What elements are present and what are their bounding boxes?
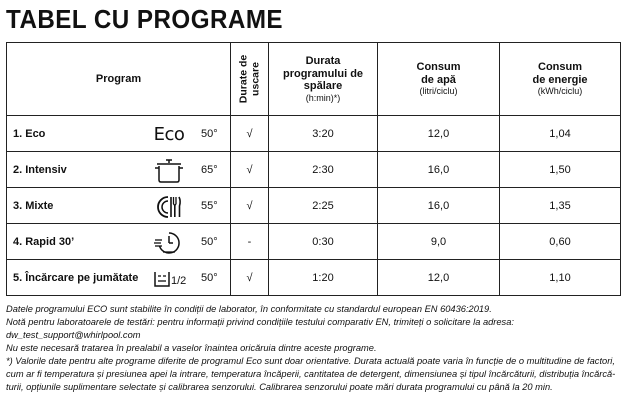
program-cell (7, 116, 231, 152)
drying-cell: - (231, 224, 269, 260)
duration-cell: 0:30 (269, 224, 378, 260)
program-temperature: 50° (201, 127, 218, 140)
header-program: Program (7, 43, 231, 116)
water-cell: 16,0 (378, 152, 500, 188)
drying-cell: √ (231, 152, 269, 188)
eco-icon-label: Eco (153, 124, 185, 145)
program-table (6, 42, 621, 296)
pot-icon (151, 158, 187, 184)
program-cell (7, 152, 231, 188)
water-cell: 16,0 (378, 188, 500, 224)
energy-cell: 1,35 (500, 188, 621, 224)
program-name: 3. Mixte (13, 199, 54, 212)
footnote-pretreatment: Nu este necesară tratarea în prealabil a vaselor înaintea oricăruia dintre aceste programe. (6, 343, 377, 353)
water-cell: 12,0 (378, 116, 500, 152)
energy-cell: 1,10 (500, 260, 621, 296)
drying-cell: √ (231, 116, 269, 152)
program-name: 5. Încărcare pe jumătate (13, 271, 139, 284)
header-duration: Durata programului de spălare (h:min)*) (269, 43, 378, 116)
half-load-icon (151, 266, 187, 292)
table-header-row (7, 43, 621, 116)
quick-clock-icon (151, 230, 187, 256)
page-title: TABEL CU PROGRAME (6, 4, 284, 34)
duration-cell: 1:20 (269, 260, 378, 296)
half-load-icon-label: 1/2 (171, 274, 186, 287)
table-row (7, 152, 621, 188)
footnote-eco-lab: Datele programului ECO sunt stabilite în condiții de laborator, în conformitate cu standardul european EN 60436:2019. (6, 304, 492, 314)
header-energy: Consum de energie (kWh/ciclu) (500, 43, 621, 116)
footnote-values-2: cum ar fi temperatura și presiunea apei la intrare, temperatura încăperii, cantitatea de detergent, dimensiunea și tipul încărcăturii, distribuția încărcă- (6, 369, 616, 379)
table-row (7, 260, 621, 296)
table-row (7, 116, 621, 152)
duration-cell: 2:25 (269, 188, 378, 224)
water-cell: 9,0 (378, 224, 500, 260)
duration-cell: 2:30 (269, 152, 378, 188)
drying-cell: √ (231, 188, 269, 224)
energy-cell: 1,50 (500, 152, 621, 188)
drying-cell: √ (231, 260, 269, 296)
program-temperature: 65° (201, 163, 218, 176)
water-cell: 12,0 (378, 260, 500, 296)
table-row (7, 188, 621, 224)
header-drying: Durate de uscare (231, 43, 269, 116)
table-row (7, 224, 621, 260)
energy-cell: 1,04 (500, 116, 621, 152)
footnote-lab-note: Notă pentru laboratoarele de testări: pentru informații privind condițiile testului comparativ EN, trimiteți o solicitare la adresa: (6, 317, 514, 327)
footnote-values-3: turii, opțiunile suplimentare selectate și calibrarea senzorului. Calibrarea senzorului poate mări durata programului cu până la 20 min. (6, 382, 553, 392)
program-name: 4. Rapid 30’ (13, 235, 75, 248)
program-name: 1. Eco (13, 127, 46, 140)
program-cell (7, 188, 231, 224)
program-name: 2. Intensiv (13, 163, 67, 176)
footnote-values-1: *) Valorile date pentru alte programe diferite de programul Eco sunt doar orientative. Durata actuală poate varia în funcție de o multitudine de factori, (6, 356, 615, 366)
program-cell (7, 224, 231, 260)
footnote-email: dw_test_support@whirlpool.com (6, 330, 141, 340)
program-temperature: 50° (201, 271, 218, 284)
duration-cell: 3:20 (269, 116, 378, 152)
energy-cell: 0,60 (500, 224, 621, 260)
program-temperature: 55° (201, 199, 218, 212)
header-water: Consum de apă (litri/ciclu) (378, 43, 500, 116)
program-temperature: 50° (201, 235, 218, 248)
program-cell (7, 260, 231, 296)
eco-icon (151, 122, 187, 148)
plate-cutlery-icon (151, 194, 187, 220)
